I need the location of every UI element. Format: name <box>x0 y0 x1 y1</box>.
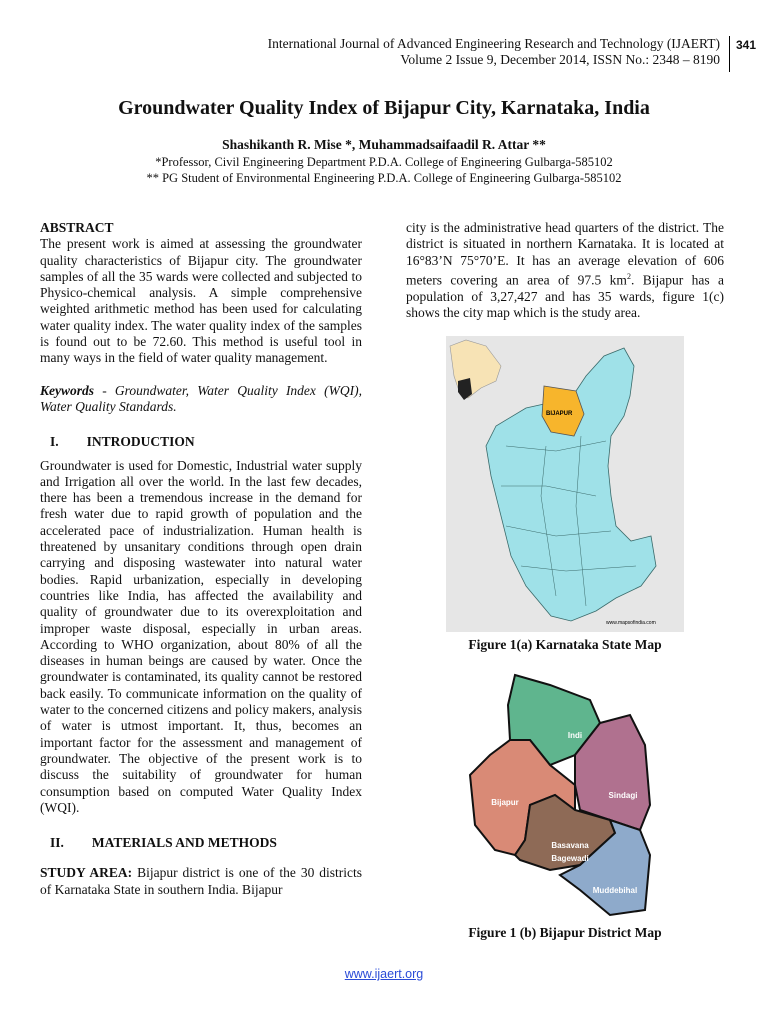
right-column <box>406 220 724 321</box>
header-divider <box>729 36 730 72</box>
keywords-label: Keywords <box>40 382 94 398</box>
section-heading-methods <box>50 835 362 851</box>
bijapur-district-map <box>460 665 670 920</box>
karnataka-state-map <box>446 336 684 632</box>
karnataka-outline <box>486 348 656 621</box>
study-area-continued <box>406 220 724 321</box>
label-bijapur: Bijapur <box>491 798 519 807</box>
label-muddebihal: Muddebihal <box>592 886 638 895</box>
label-indi: Indi <box>567 731 583 740</box>
figure-1a-caption: Figure 1(a) Karnataka State Map <box>468 637 662 652</box>
study-area-body: Bijapur district is one of the 30 districts of Karnataka State in southern India. Bijapur <box>40 865 362 897</box>
superscript: 2 <box>626 271 631 281</box>
text: . Bijapur has a population of 3,27,427 and has 35 wards, figure 1(c) shows the city map which is the study area. <box>406 272 724 320</box>
section-number: II. <box>50 835 64 851</box>
abstract-text: The present work is aimed at assessing the groundwater quality characteristics of Bijapur city. The groundwater samples of all the 35 wards were collected and subjected to Physico-chemical analysis. A simple comprehensive weighted arithmetic method has been used for calculating water quality index. The water quality index of the samples is found out to be 72.60. This method is useful tool in many ways in the field of water quality management. <box>40 236 362 366</box>
affiliation-2: ** PG Student of Environmental Engineering P.D.A. College of Engineering Gulbarga-585102 <box>146 171 622 185</box>
study-area-label: STUDY AREA: <box>40 865 133 881</box>
label-sindagi: Sindagi <box>608 791 638 800</box>
authors: Shashikanth R. Mise *, Muhammadsaifaadil R. Attar ** <box>222 137 546 152</box>
page-number: 341 <box>736 38 757 52</box>
introduction-text: Groundwater is used for Domestic, Industrial water supply and Irrigation all over the world. In the last few decades, there has been a tremendous increase in the demand for fresh water due to rapid growth of population and the accelerated pace of industrialization. Human health is threatened by unsanitary conditions through open drain carrying and disposing wastewater into natural water bodies. Rapid urbanization, especially in developing countries like India, has affected the availability and quality of groundwater due to its overexploitation and improper waste disposal, especially in urban areas. According to WHO organization, about 80% of all the diseases in human beings are caused by water. Once the groundwater is contaminated, its quality cannot be restored back easily. To communicate information on the quality of water to the concerned citizens and policy makers, analysis of water is utmost important. It, thus, becomes an important factor for the assessment and management of groundwater. The objective of the present work is to discuss the suitability of groundwater for human consumption based on computed Water Quality Index (WQI). <box>40 457 362 815</box>
text: city is the administrative head quarters of the district. The district is situated in northern Karnataka. It is located at 16°83’N 75°70’E. It has an average elevation of 606 meters covering an area of 97.5 km <box>406 220 724 288</box>
figure-1b-caption: Figure 1 (b) Bijapur District Map <box>468 925 662 940</box>
keywords-text: - Groundwater, Water Quality Index (WQI), Water Quality Standards. <box>40 382 362 414</box>
keywords <box>40 383 362 416</box>
map-source: www.mapsofindia.com <box>606 620 656 626</box>
affiliation-1: *Professor, Civil Engineering Department P.D.A. College of Engineering Gulbarga-585102 <box>155 155 613 169</box>
section-heading-introduction <box>50 434 362 450</box>
section-number: I. <box>50 434 59 450</box>
label-bagewadi: Bagewadi <box>551 854 589 863</box>
footer-link[interactable]: www.ijaert.org <box>344 967 424 981</box>
paper-title: Groundwater Quality Index of Bijapur City, Karnataka, India <box>118 97 650 119</box>
abstract-heading: ABSTRACT <box>40 220 114 235</box>
study-area-text <box>40 865 362 898</box>
india-inset <box>450 340 501 398</box>
section-title: MATERIALS AND METHODS <box>91 835 277 851</box>
issue-info: Volume 2 Issue 9, December 2014, ISSN No.: 2348 – 8190 <box>400 52 720 67</box>
journal-name: International Journal of Advanced Engineering Research and Technology (IJAERT) <box>267 36 720 51</box>
bijapur-map-label: BIJAPUR <box>546 411 573 417</box>
left-column <box>40 220 362 898</box>
label-basavana: Basavana <box>551 841 589 850</box>
section-title: INTRODUCTION <box>86 434 195 450</box>
